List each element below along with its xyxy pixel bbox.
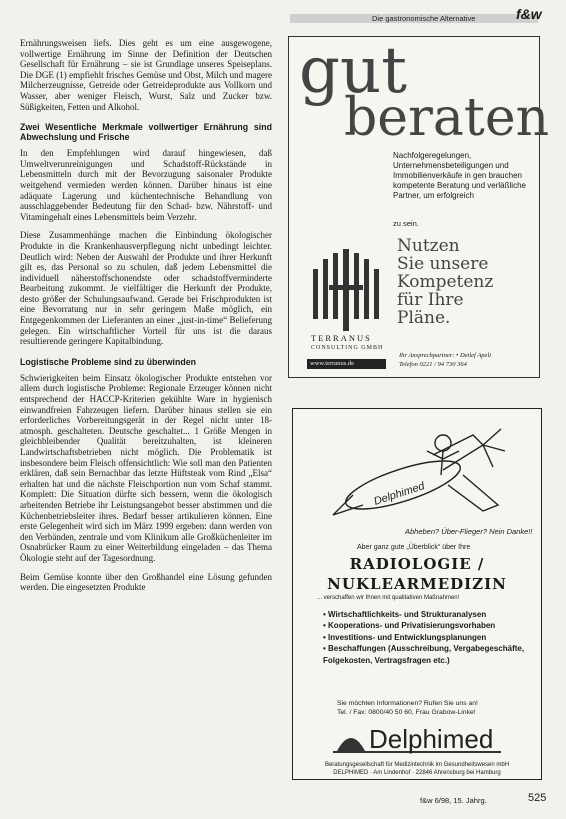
page-number: 525 [528, 792, 547, 804]
slogan-line: Nutzen [397, 236, 460, 256]
ad-body: Nachfolgeregelungen, Unternehmensbeteiligungen und Immobilienverkäufe in gen brauchen kompetente Beratung und verläßliche Partner, um erfolgreich [393, 151, 526, 200]
slogan-line: für Ihre [397, 290, 464, 310]
ad-headline-gut: gut [299, 34, 407, 108]
article-heading: Zwei Wesentliche Merkmale vollwertiger Ernährung sind Abwechslung und Frische [20, 122, 272, 143]
delphimed-ad [292, 408, 542, 780]
contact-line: Telefon 0221 / 94 730 364 [399, 361, 467, 368]
list-item: • Wirtschaftlichkeits- und Strukturanalysen [323, 609, 533, 620]
service-list [323, 609, 533, 666]
info-line: Tel. / Fax: 0800/40 50 60, Frau Grabow-Linke! [337, 709, 476, 716]
slogan-line: Kompetenz [397, 272, 494, 292]
article-column [20, 38, 272, 601]
terranus-brand-sub: CONSULTING GMBH [311, 345, 384, 351]
section-title: Die gastronomische Alternative [372, 14, 476, 23]
article-paragraph: Schwierigkeiten beim Einsatz ökologischer Produkte entstehen vor allem durch logistische Probleme: Regionale Erzeuger können nicht entsprechend der HACCP-Kriterien gekühlte Ware in hygienisch einwandfreien Fahrzeugen liefern. Darüber hinaus stellen sie ein erforderliches Vorbereitungsgerät in der Regel nicht unter 18-atmosph. geschalteten. Deutsche geschaltet... 1 Größe Mengen in gleichbleibender Qualität bereitzuhalten, ist kleineren Landwirtschaftsbetrieben nicht möglich. Die Problematik ist insbesondere beim Fleisch offensichtlich: Wie soll man den Patienten erklären, daß sein Bernachbar das letzte Hüftsteak vom Rind „Elsa“ erhalten hat und die nächste Fleischportion nun vom Schaf stammt. Komplett: Die Situation dürfte sich bessern, wenn die ökologisch arbeitenden Betriebe ihr Leistungsangebot besser abstimmen und die Küchenbetriebsleiter ihres. Bedarf besser artikulieren können. Eine erste Gelegenheit wird sich im März 1999 ergeben: dann werden von den Verbänden, zentrale und vom Klinikum alle Großküchenleiter im Osnabrücker Raum zu einer Weiterbildung eingeladen – das Thema Ökologie steht auf der Tagesordnung. [20, 372, 272, 563]
ad-title-radiologie: RADIOLOGIE / [349, 555, 485, 573]
ad-slogan [397, 237, 493, 327]
terranus-ad [288, 34, 550, 378]
ad-intro: Aber ganz gute „Überblick“ über Ihre [357, 544, 471, 551]
article-paragraph: Ernährungsweisen liefs. Dies geht es um eine ausgewogene, vollwertige Ernährung im Sinne der Definition der Deutschen Gesellschaft für Ernährung – sie ist Grundlage unseres Speiseplans. Die DGE (1) empfiehlt frisches Gemüse und Obst, Milch und magere Milcherzeugnisse, Getreide oder Getreideprodukte aus Vollkorn und Wasser, aber weniger Fleisch, Wurst, Salz und Zucker bzw. Süßigkeiten, Fetten und Alkohol. [20, 38, 272, 112]
terranus-logo-icon [309, 249, 383, 339]
slogan-line: Sie unsere [397, 254, 489, 274]
terranus-contact [399, 351, 491, 369]
journal-logo: f&w [516, 6, 542, 22]
ad-headline-beraten: beraten [344, 88, 550, 148]
article-paragraph: In den Empfehlungen wird darauf hingewiesen, daß Umweltverunreinigungen und Schadstoff-Rückstände in Lebensmitteln durch mit der Bevorzugung saisonaler Produkte weitgehend vermieden werden können. Darüber hinaus ist eine adäquate Lagerung und küchentechnische Behandlung von ausschlaggebender Bedeutung für den Schad- bzw. Nährstoff- und Vitamingehalt eines Lebensmittels beim Verzehr. [20, 148, 272, 222]
contact-line: Ihr Ansprechpartner: • Detlef Apeli [399, 352, 492, 359]
info-line: Sie möchten Informationen? Rufen Sie uns an! [337, 700, 478, 707]
issue-info: f&w 6/98, 15. Jahrg. [420, 796, 487, 805]
ad-title-nuklearmedizin: NUKLEARMEDIZIN [327, 575, 507, 593]
slogan-line: Pläne. [397, 308, 451, 328]
delphimed-brand: Delphimed [369, 724, 494, 754]
plane-label: Delphimed [372, 480, 427, 508]
list-item: • Beschaffungen (Ausschreibung, Vergabegeschäfte, Folgekosten, Vertragsfragen etc.) [323, 643, 533, 666]
ad-body-end: zu sein. [393, 219, 419, 228]
article-paragraph: Beim Gemüse konnte über den Großhandel eine Lösung gefunden werden. Die eingesetzten Produkte [20, 571, 272, 593]
ad-tagline: Abheben? Über-Flieger? Nein Danke!! [405, 527, 533, 536]
airplane-icon [323, 415, 513, 535]
list-item: • Kooperations- und Privatisierungsvorhaben [323, 620, 533, 631]
ad-footer-line: DELPHIMED · Am Lindenhof · 22846 Ahrensburg bei Hamburg [333, 770, 501, 776]
ad-subline: ... verschaffen wir Ihnen mit qualitativen Maßnahmen! [317, 595, 460, 601]
article-heading: Logistische Probleme sind zu überwinden [20, 356, 196, 367]
article-paragraph: Diese Zusammenhänge machen die Einbindung ökologischer Produkte in die Krankenhausverpflegung nicht unbedingt leichter. Deutlich wird: Neben der Auswahl der Produkte und ihrer Herkunft gilt es, das Personal so zu schulen, daß jedem Lebensmittel die individuell näherstoffschonendste oder schadstoffverminderte Bearbeitung zukommt. Je vielfältiger die Herkunft der Produkte, desto größer der Schulungsaufwand. Gerade bei Frischprodukten ist eine Bevorratung nur in sehr geringem Maße möglich, ein Entgegenkommen der Lieferanten an einer „just-in-time“ Belieferung gelegen. Ein wirtschaftlicher Vorteil für uns ist die daraus resultierende geringere Kapitalbindung. [20, 230, 272, 347]
terranus-brand: TERRANUS [311, 333, 372, 343]
list-item: • Investitions- und Entwicklungsplanungen [323, 632, 533, 643]
terranus-url[interactable]: www.terranus.de [307, 359, 386, 369]
info-contact [337, 699, 478, 717]
ad-footer-line: Beratungsgesellschaft für Medizintechnik im Gesundheitswesen mbH [324, 762, 510, 768]
